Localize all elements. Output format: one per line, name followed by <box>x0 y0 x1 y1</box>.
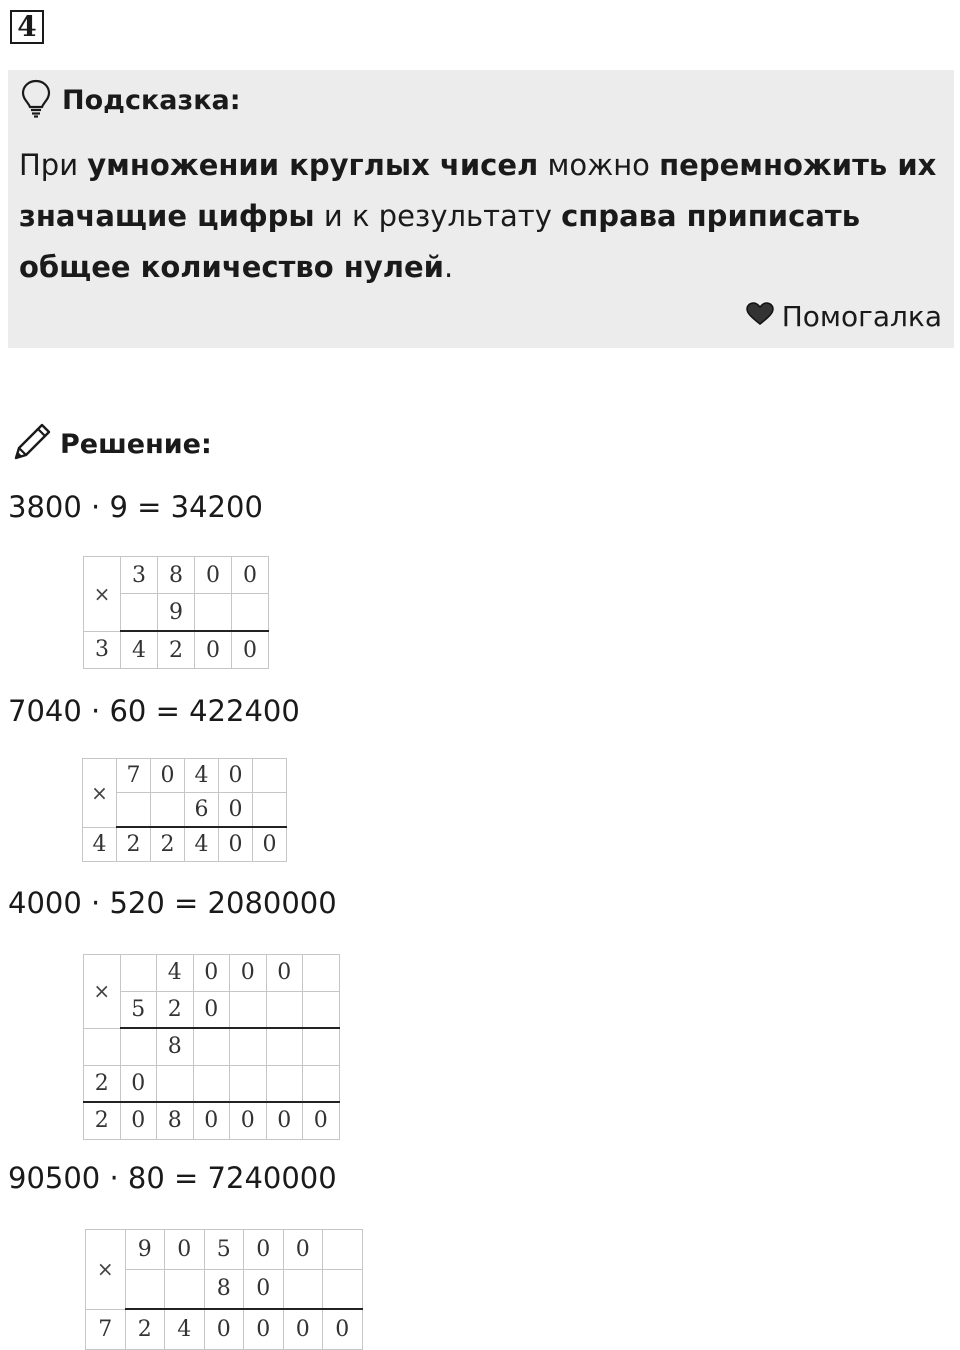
digit-cell: 0 <box>266 1102 303 1139</box>
digit-cell: 0 <box>303 1102 340 1139</box>
digit-cell: 2 <box>157 991 194 1028</box>
multiply-sign: × <box>84 955 121 1029</box>
digit-cell <box>125 1269 165 1309</box>
calc-row <box>83 827 287 862</box>
digit-cell <box>303 991 340 1028</box>
digit-cell: 4 <box>83 827 117 862</box>
column-multiplication-3 <box>83 954 340 1140</box>
calc-row <box>83 759 287 793</box>
digit-cell: 0 <box>230 955 267 992</box>
column-multiplication-2 <box>82 758 287 862</box>
digit-cell: 0 <box>253 827 287 862</box>
digit-cell: 0 <box>151 759 185 793</box>
digit-cell <box>157 1065 194 1102</box>
multiply-sign: × <box>83 759 117 828</box>
digit-cell: 6 <box>185 793 219 828</box>
digit-cell: 0 <box>244 1269 284 1309</box>
digit-cell: 0 <box>323 1309 363 1349</box>
digit-cell <box>323 1230 363 1270</box>
digit-cell <box>283 1269 323 1309</box>
digit-cell: 0 <box>244 1230 284 1270</box>
digit-cell: 5 <box>120 991 157 1028</box>
digit-cell: 3 <box>84 631 121 669</box>
pencil-icon <box>10 420 54 468</box>
brand-label <box>746 300 942 333</box>
digit-cell <box>266 1028 303 1065</box>
digit-cell <box>84 1028 121 1065</box>
digit-cell <box>253 793 287 828</box>
digit-cell: 7 <box>117 759 151 793</box>
digit-cell: 0 <box>230 1102 267 1139</box>
multiply-sign: × <box>86 1230 126 1310</box>
column-multiplication-4 <box>85 1229 363 1350</box>
multiply-sign: × <box>84 557 121 632</box>
digit-cell: 0 <box>244 1309 284 1349</box>
digit-cell: 0 <box>232 631 269 669</box>
digit-cell <box>232 594 269 632</box>
digit-cell: 0 <box>195 631 232 669</box>
digit-cell <box>193 1028 230 1065</box>
digit-cell <box>303 1065 340 1102</box>
digit-cell: 2 <box>125 1309 165 1349</box>
digit-cell <box>117 793 151 828</box>
digit-cell <box>303 1028 340 1065</box>
digit-cell: 0 <box>283 1230 323 1270</box>
lightbulb-icon <box>20 78 52 122</box>
calc-row <box>84 631 269 669</box>
digit-cell: 0 <box>266 955 303 992</box>
calc-row <box>86 1230 363 1270</box>
digit-cell: 0 <box>120 1065 157 1102</box>
digit-cell: 2 <box>117 827 151 862</box>
digit-cell <box>230 1065 267 1102</box>
digit-cell: 2 <box>151 827 185 862</box>
equation-4: 90500 · 80 = 7240000 <box>8 1161 337 1195</box>
calc-row <box>84 991 340 1028</box>
hint-header <box>20 78 241 122</box>
digit-cell: 9 <box>158 594 195 632</box>
calc-row <box>86 1309 363 1349</box>
calc-row <box>84 955 340 992</box>
digit-cell: 0 <box>120 1102 157 1139</box>
digit-cell <box>151 793 185 828</box>
solution-title: Решение: <box>60 428 212 460</box>
digit-cell: 0 <box>219 759 253 793</box>
digit-cell <box>230 1028 267 1065</box>
equation-1: 3800 · 9 = 34200 <box>8 490 263 524</box>
digit-cell: 8 <box>158 557 195 594</box>
solution-header <box>10 420 212 468</box>
calc-row <box>84 1102 340 1139</box>
digit-cell <box>165 1269 205 1309</box>
digit-cell <box>193 1065 230 1102</box>
calc-row <box>84 1028 340 1065</box>
digit-cell: 4 <box>185 827 219 862</box>
digit-cell <box>230 991 267 1028</box>
calc-row <box>84 557 269 594</box>
digit-cell: 3 <box>121 557 158 594</box>
calc-row <box>86 1269 363 1309</box>
hint-text: При умножении круглых чисел можно перемножить их значащие цифры и к результату справа приписать общее количество нулей. <box>19 148 937 284</box>
exercise-number: 4 <box>10 10 44 44</box>
digit-cell: 8 <box>204 1269 244 1309</box>
digit-cell <box>253 759 287 793</box>
hint-title: Подсказка: <box>62 84 241 116</box>
digit-cell: 9 <box>125 1230 165 1270</box>
digit-cell: 0 <box>193 1102 230 1139</box>
digit-cell: 0 <box>219 827 253 862</box>
digit-cell: 0 <box>195 557 232 594</box>
digit-cell <box>266 1065 303 1102</box>
digit-cell: 4 <box>165 1309 205 1349</box>
digit-cell <box>121 594 158 632</box>
digit-cell: 2 <box>158 631 195 669</box>
digit-cell: 4 <box>157 955 194 992</box>
brand-name: Помогалка <box>781 300 942 333</box>
digit-cell: 0 <box>232 557 269 594</box>
digit-cell <box>120 1028 157 1065</box>
calc-row <box>84 1065 340 1102</box>
digit-cell: 5 <box>204 1230 244 1270</box>
digit-cell <box>266 991 303 1028</box>
equation-2: 7040 · 60 = 422400 <box>8 694 300 728</box>
digit-cell: 0 <box>165 1230 205 1270</box>
digit-cell: 0 <box>219 793 253 828</box>
column-multiplication-1 <box>83 556 269 669</box>
digit-cell: 4 <box>185 759 219 793</box>
digit-cell <box>323 1269 363 1309</box>
digit-cell <box>303 955 340 992</box>
digit-cell: 0 <box>204 1309 244 1349</box>
digit-cell: 8 <box>157 1028 194 1065</box>
digit-cell: 0 <box>193 955 230 992</box>
digit-cell: 7 <box>86 1309 126 1349</box>
digit-cell <box>195 594 232 632</box>
heart-icon <box>746 300 774 333</box>
digit-cell: 2 <box>84 1102 121 1139</box>
equation-3: 4000 · 520 = 2080000 <box>8 886 337 920</box>
digit-cell: 0 <box>283 1309 323 1349</box>
digit-cell: 0 <box>193 991 230 1028</box>
digit-cell: 2 <box>84 1065 121 1102</box>
digit-cell <box>120 955 157 992</box>
digit-cell: 4 <box>121 631 158 669</box>
digit-cell: 8 <box>157 1102 194 1139</box>
